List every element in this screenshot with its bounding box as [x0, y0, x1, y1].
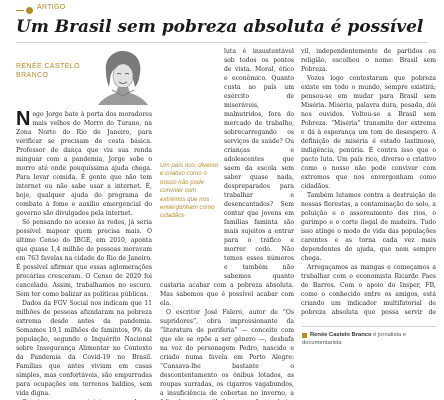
author-name-line1: RENÉE CASTELO: [16, 63, 80, 70]
bio-divider: [302, 326, 436, 327]
paragraph: O escritor José Falero, autor de “Os supridores”, obra impressionante da “literatura de periferia” — conceito com que ele se opõe a ser gênero —, desbafa na voz do personagem Pedro, nascido e criado numa favela em Porto Alegre: “Cansava-lhe bastante o descontentamento os ônibus lotados, as roupas surradas, os cigarros vagabundos, a insuficiência de cobertas no inverno, a: [160, 309, 294, 397]
paragraph: Vozes logo contestaram que pobreza existe em todo o mundo, sempre existirá; pensou-se em mudar para Brasil sem Miséria. Miséria, palavra dura, pesada, dói nos ouvidos. Voltou-se a Brasil sem Pobreza. “Miséria” transmite dor extrema e dá à esperança um tom de desespero. A definição de miséria é estado lastimoso, indigência, penúria. É contra isso que o pacto luta. Um país rico, diverso e criativo como o nosso não pode conviver com extremos que nos envergonham como cidadãos.: [301, 75, 436, 190]
tag-dot-icon: [26, 7, 33, 14]
paragraph: Arregaçamos as mangas e começamos a trabalhar com o economista Ricardo Paes de Barros. Com o apoio do Insper, FB, como o conhecido entre os amigos, está criando um indicador multifatorial de pobreza absoluta que possa servir de: [301, 264, 436, 316]
paragraph: Também lutamos contra a destruição de nossas florestas, a contaminação do solo, a poluição e o assoreamento dos rios, o garimpo e o corte ilegal de madeira. Tudo isso atinge o modo de vida das populações carentes e as torna cada vez mais dependentes de ajuda, que nem sempre chega.: [301, 192, 436, 262]
bio-name: Renée Castelo Branco: [310, 332, 372, 338]
article-headline: Um Brasil sem pobreza absoluta é possível: [16, 17, 424, 37]
tag-rule: [16, 10, 24, 11]
drop-cap: N: [16, 110, 31, 130]
paragraph: Só pensando no acesso às redes, já seria possível mapear quem precisa mais. O último Censo do IBGE, em 2010, aponta que quase 1,4 milhão de pessoas moravam em 763 favelas na cidade do Rio de Janeiro. É possível afirmar que essas aglomerações precárias cresceram. O Censo de 2020 foi cancelado. Assim, trabalhamos no escuro. Sem ter como balizar as políticas públicas.: [16, 219, 152, 298]
author-name-line2: BRANCO: [16, 72, 49, 79]
headline-divider: [16, 42, 428, 43]
paragraph: luta é insustentável sob todos os pontos de vista. Moral, ético e econômico. Quanto custa ao país um exército de miseráveis, malnutridos, fora do mercado de trabalho, sobrecarregando os serviços de saúde? Ou crianças e adolescentes que saem da escola sem saber quase nada, despreparados para trabalhar e desencantados? Sem contar que jovens em famílias faminta são mais sujeitos a entrar para o tráfico e morrer cedo. Não temos esses números e também não sabemos quanto custaria acabar com a pobreza absoluta. Mas sabemos que é possível acabar com ela.: [160, 48, 294, 307]
author-bio: [302, 331, 436, 347]
pull-quote: Um país rico, diverso e criativo como o nosso não pode conviver com extremos que nos envergonham como cidadãos: [160, 162, 219, 220]
article-column-3: [301, 47, 436, 317]
author-byline: [16, 62, 86, 80]
paragraph: vil, independentemente de partidos ou religião, escolheu o nome: Brasil sem Pobreza.: [301, 48, 436, 73]
section-label: ARTIGO: [37, 4, 66, 11]
paragraph: Nego Jorge bate à porta dos moradores mais velhos do Morro do Turano, na Zona Norte do Rio de Janeiro, para verificar se precisam de cesta básica. Professor de dança que viu sua renda minguar com a pandemia, Jorge sobe o morro até onde pouquíssima ajuda chega. Para levar comida. É gente que não tem internet ou não sabe usar a internet. É, hoje, qualquer ajuda do programa de combate à fome e auxílio emergencial do governo são divulgados pela internet.: [16, 110, 152, 217]
paragraph: Dados da FGV Social nos indicam que 11 milhões de pessoas afundaram na pobreza extrema desde antes da pandemia. Somamos 19,1 milhões de famintos, 9% da população, segundo o Inquérito Nacional sobre Insegurança Alimentar no Contexto da Pandemia da Covid-19 no Brasil. Famílias que antes viviam em casas simples, mas confortáveis, são empurradas para ocupações em terrenos baldios, sem vida digna.: [16, 300, 152, 397]
article-column-1: [16, 110, 152, 400]
bio-text: é jornalista e documentarista: [302, 332, 407, 346]
author-portrait: [92, 47, 152, 105]
